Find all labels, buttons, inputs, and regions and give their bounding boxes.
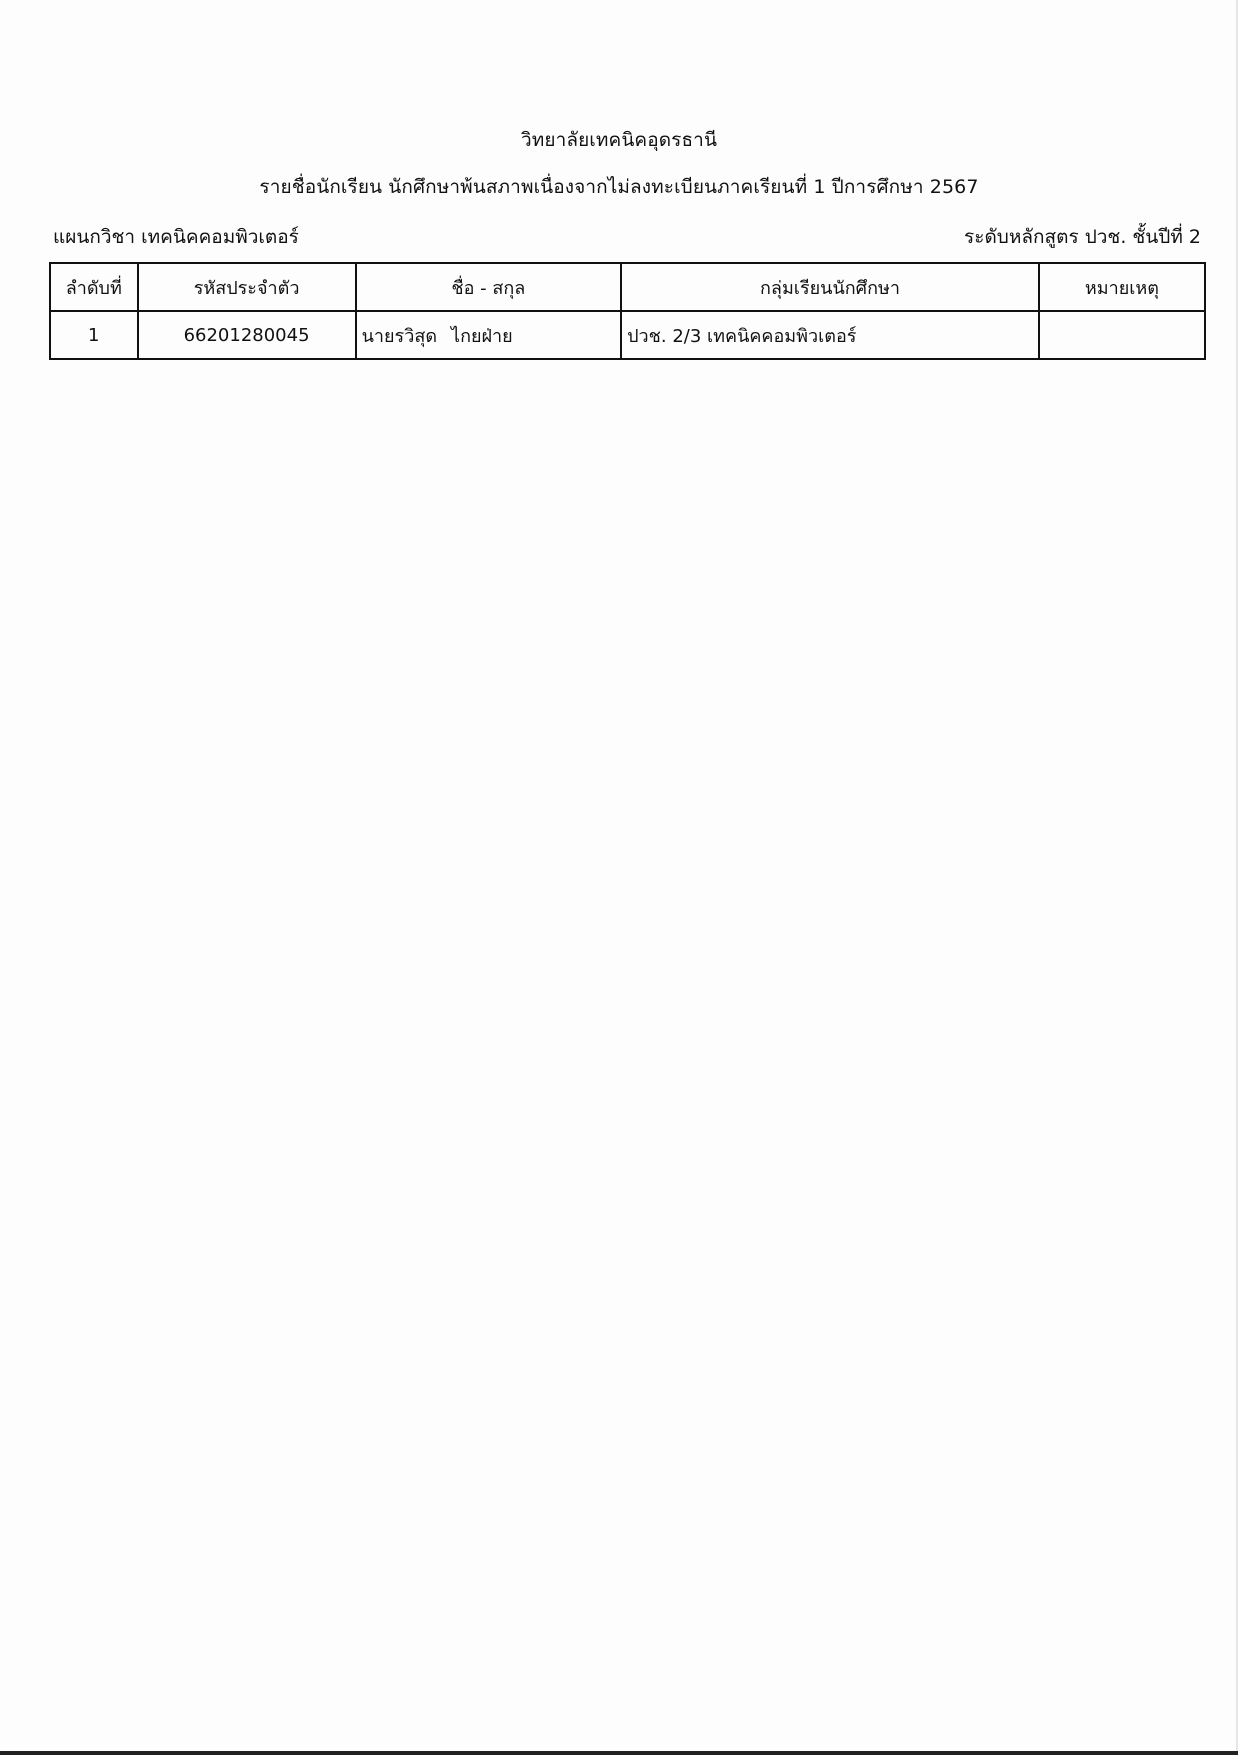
column-header-group: กลุ่มเรียนนักศึกษา bbox=[621, 263, 1039, 311]
table-row bbox=[50, 311, 1205, 359]
cell-group: ปวช. 2/3 เทคนิคคอมพิวเตอร์ bbox=[621, 311, 1039, 359]
cell-no: 1 bbox=[50, 311, 138, 359]
column-header-student-id: รหัสประจำตัว bbox=[138, 263, 356, 311]
college-title: วิทยาลัยเทคนิคอุดรธานี bbox=[520, 129, 718, 151]
student-table bbox=[49, 262, 1206, 360]
department-label: แผนกวิชา เทคนิคคอมพิวเตอร์ bbox=[53, 226, 299, 248]
cell-student-id: 66201280045 bbox=[138, 311, 356, 359]
scan-edge-bottom bbox=[0, 1751, 1238, 1755]
cell-note bbox=[1039, 311, 1205, 359]
cell-first-name: นายรวิสุด bbox=[361, 325, 438, 347]
column-header-note: หมายเหตุ bbox=[1039, 263, 1205, 311]
table-header-row bbox=[50, 263, 1205, 311]
column-header-no: ลำดับที่ bbox=[50, 263, 138, 311]
level-label: ระดับหลักสูตร ปวช. ชั้นปีที่ 2 bbox=[964, 226, 1201, 248]
cell-name bbox=[356, 311, 622, 359]
column-header-name: ชื่อ - สกุล bbox=[356, 263, 622, 311]
document-subtitle: รายชื่อนักเรียน นักศึกษาพ้นสภาพเนื่องจากไม่ลงทะเบียนภาคเรียนที่ 1 ปีการศึกษา 2567 bbox=[259, 176, 979, 198]
cell-last-name: ไกยฝ่าย bbox=[451, 325, 513, 347]
